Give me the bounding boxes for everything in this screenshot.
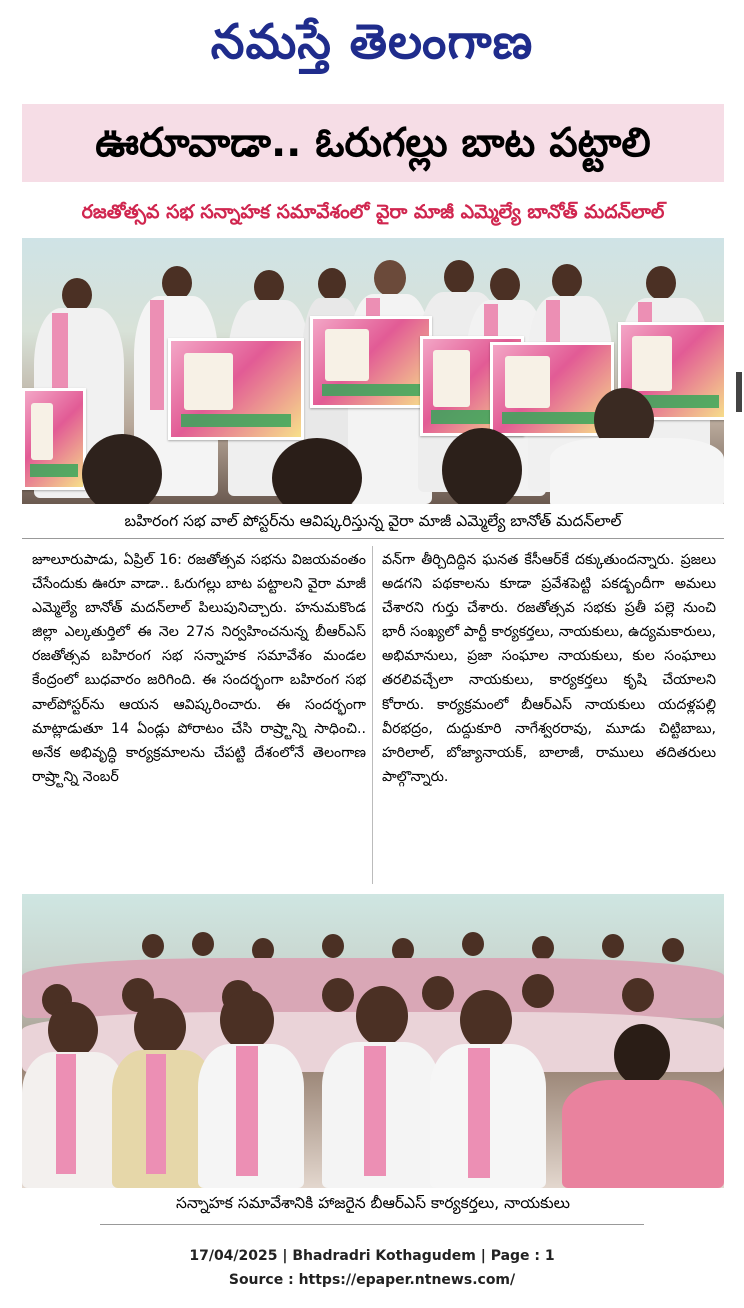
headline: ఊరూవాడా.. ఓరుగల్లు బాట పట్టాలి — [95, 120, 651, 166]
scroll-marker — [736, 372, 742, 412]
photo-poster-unveiling — [22, 238, 724, 504]
column-divider — [372, 546, 373, 884]
subheadline: రజతోత్సవ సభ సన్నాహక సమావేశంలో వైరా మాజీ ఎమ్మెల్యే బానోత్ మదన్‌లాల్ — [81, 201, 665, 223]
masthead-logo: నమస్తే తెలంగాణ — [210, 14, 534, 70]
footer-date-edition: 17/04/2025 | Bhadradri Kothagudem | Page : 1 — [189, 1248, 555, 1264]
caption-underline — [100, 1224, 644, 1225]
photo-meeting-attendees — [22, 894, 724, 1188]
article-text-left: జూలూరుపాడు, ఏప్రిల్ 16: రజతోత్సవ సభను విజయవంతం చేసేందుకు ఊరూ వాడా.. ఓరుగల్లు బాట పట్టాలని వైరా మాజీ ఎమ్మెల్యే బానోత్ మదన్‌లాల్ పిలుపునిచ్చారు. హనుమకొండ జిల్లా ఎల్కతుర్తిలో ఈ నెల 27న నిర్వహించనున్న బీఆర్‌ఎస్ రజతోత్సవ బహిరంగ సభ సన్నాహక సమావేశం మండల కేంద్రంలో బుధవారం జరిగింది. ఈ సందర్భంగా బహిరంగ సభ వాల్‌పోస్టర్‌ను ఆయన ఆవిష్కరించారు. ఈ సందర్భంగా మాట్లాడుతూ 14 ఏండ్లు పోరాటం చేసి రాష్ర్టాన్ని సాధించి.. అనేక అభివృద్ధి కార్యక్రమాలను చేపట్టి దేశంలోనే తెలంగాణ రాష్ర్టాన్ని నెంబర్ — [32, 552, 366, 785]
footer-source: Source : https://epaper.ntnews.com/ — [228, 1272, 516, 1288]
article-column-left — [32, 548, 366, 884]
article-column-right — [382, 548, 716, 884]
article-text-right: వన్‌గా తీర్చిదిద్దిన ఘనత కేసీఆర్‌కే దక్కుతుందన్నారు. ప్రజలు అడగని పథకాలను కూడా ప్రవేశపెట్టి పకడ్బందీగా అమలు చేశారని గుర్తు చేశారు. రజతోత్సవ సభకు ప్రతీ పల్లె నుంచి భారీ సంఖ్యలో పార్టీ కార్యకర్తలు, నాయకులు, ఉద్యమకారులు, అభిమానులు, ప్రజా సంఘాల నాయకులు, కుల సంఘాలు తరలివచ్చేలా నాయకులు, కార్యకర్తలు కృషి చేయాలని కోరారు. కార్యక్రమంలో బీఆర్‌ఎస్ నాయకులు యదళ్లపల్లి వీరభద్రం, దుద్దుకూరి నాగేశ్వరరావు, మూడు చిట్టిబాబు, హరిలాల్, బోజ్యానాయక్, బాలాజీ, రాములు తదితరులు పాల్గొన్నారు. — [382, 552, 716, 785]
caption-divider — [22, 538, 724, 539]
photo-caption-2: సన్నాహక సమావేశానికి హాజరైన బీఆర్‌ఎస్ కార్యకర్తలు, నాయకులు — [176, 1194, 570, 1212]
photo-caption-1: బహిరంగ సభ వాల్ పోస్టర్‌ను ఆవిష్కరిస్తున్న వైరా మాజీ ఎమ్మెల్యే బానోత్ మదన్‌లాల్ — [124, 512, 622, 530]
